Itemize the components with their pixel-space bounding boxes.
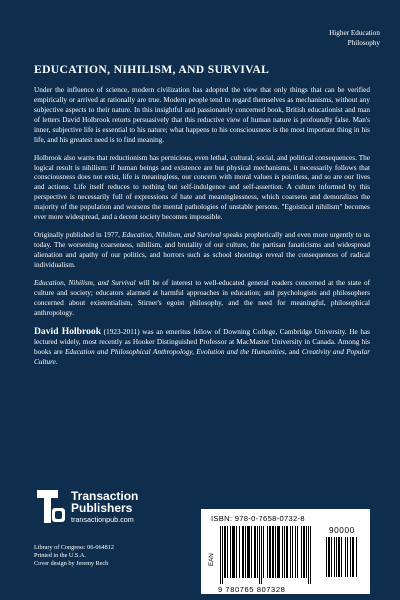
barcode-panel [201,509,370,594]
blurb-paragraph-4 [34,279,370,319]
p4-book-title: Education, Nihilism, and Survival [34,278,136,287]
publisher-name-1: Transaction [71,488,139,503]
p3-book-title: Education, Nihilism, and Survival [122,231,222,240]
barcode-bars [220,526,322,584]
isbn-label: ISBN: [211,514,233,523]
blurb [34,86,370,376]
addon-bars [326,537,366,583]
bio-book-1: Education and Philosophical Anthropology, Evolution and the Humanities, [64,347,287,356]
ean-label: EAN [208,553,215,566]
bio-lead: (1923-2011) was an emeritus fellow of Downing College, Cambridge University. He has lectured widely, most recently as Hooker Distinguished Professor at MacMaster University in Canada. Among his books are [34,327,370,356]
isbn-number: 978-0-7658-0732-8 [234,514,305,523]
author-name: David Holbrook [34,325,102,337]
addon-digits: 90000 [329,526,355,535]
p3-lead: Originally published in 1977, [34,231,123,240]
blurb-paragraph-3 [34,231,370,271]
colophon-line-3: Cover design by Jeremy Rech [34,560,109,568]
barcode-digits: 9 780765 807328 [218,585,286,594]
bio-end: . [55,357,58,366]
book-title: EDUCATION, NIHILISM, AND SURVIVAL [34,63,270,76]
category-line-2: Philosophy [347,39,380,47]
publisher-name-2: Publishers [71,500,133,515]
p3-rest: speaks prophetically and even more urgently to us today. The worsening coarseness, nihilism, and brutality of our culture, the partisan fanaticisms and widespread alienation and apathy of our politics, and horrors such as school shootings reveal the consequences of radical individualism. [34,231,370,269]
colophon [34,544,114,569]
bio-mid: and [286,347,302,356]
p4-rest: will be of interest to well-educated general readers concerned at the state of culture and society; educators alarmed at harmful approaches in education; and psychologists and philosophers concerned about existentialism, Stirner's egoist philosophy, and the need for meaningful, philosophical anthropology. [34,278,370,317]
blurb-paragraph-2: Holbrook also warns that reductionism has pernicious, even lethal, cultural, social, and political consequences. The logical result is nihilism: if human beings and existence are but physical mechanisms, it necessarily follows that consciousness does not exist, life is meaningless, our concern with moral values is pointless, and so are our lives and actions. Life itself reduces to nothing but self-indulgence and self-assertion. A culture informed by this perspective is necessarily full of expressions of hate and meaninglessness, which coarsens and demoralizes the majority of the population and worsens the mental pathologies of unstable persons. "Egoistical nihilism" becomes ever more widespread, and a decent society becomes impossible. [34,153,370,222]
publisher-logo [34,486,138,527]
category-line-1: Higher Education [329,29,380,37]
colophon-line-2: Printed in the U.S.A. [34,552,86,560]
colophon-line-1: Library of Congress: 06-064812 [34,544,114,551]
subject-category [329,28,380,48]
author-bio [34,327,370,368]
publisher-url: transactionpub.com [71,514,134,524]
bio-book-2: Creativity and Popular Culture [34,347,371,366]
isbn-text [211,514,305,523]
transaction-logo-icon [34,486,67,527]
blurb-paragraph-1: Under the influence of science, modern civilization has adopted the view that only things that can be verified empirically or arrived at rationally are true. Modern people tend to regard themselves as mechanisms, without any subjective aspects to their nature. In this insightful and passionately concerned book, British educationist and man of letters David Holbrook retorts persuasively that this reductive view of human nature is profoundly false. Man's inner, subjective life is essential to his nature; what happens to his consciousness is the most important thing in his life, and his greatest need is to find meaning. [34,86,370,144]
